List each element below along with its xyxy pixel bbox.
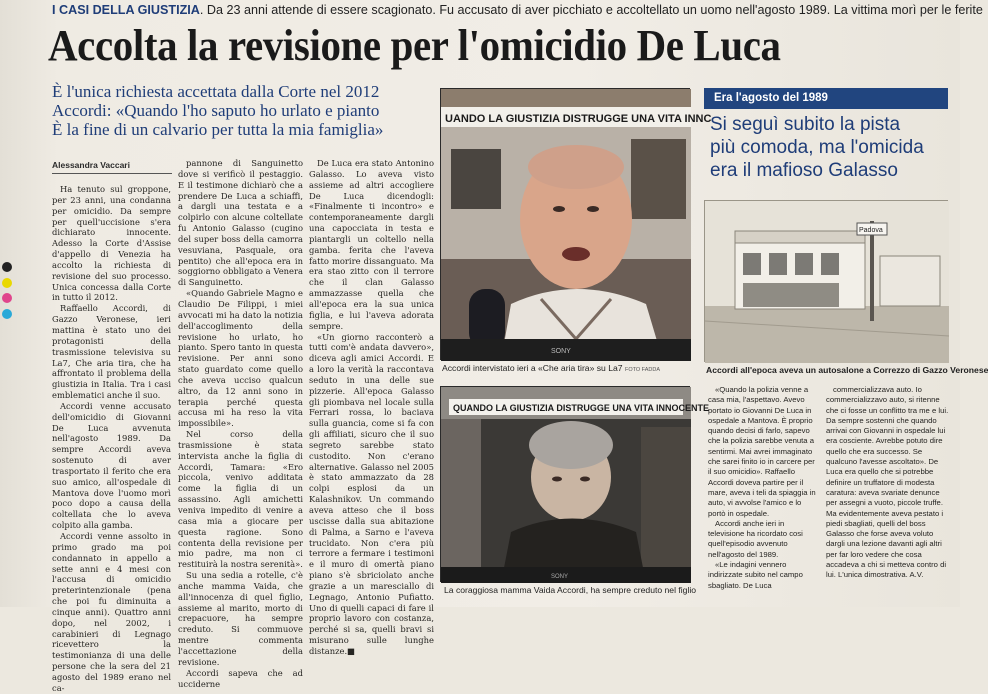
article-column-2 bbox=[178, 158, 303, 689]
deck-subheadline bbox=[52, 82, 432, 139]
photo2-caption: La coraggiosa mamma Vaida Accordi, ha sempre creduto nel figlio bbox=[444, 585, 697, 595]
sidebar-title-line: era il mafioso Galasso bbox=[710, 160, 898, 181]
sidebar-title-line: Si seguì subito la pista bbox=[710, 114, 901, 135]
photo-building-illustration bbox=[705, 201, 949, 363]
photo-mother-vaida bbox=[440, 386, 709, 582]
photo-accordi-interview bbox=[440, 88, 712, 360]
kicker-text: . Da 23 anni attende di essere scagionato. Fu accusato di aver picchiato e accoltellato un uomo nell'agosto 1989. La vittima morì per le ferite bbox=[199, 3, 983, 17]
sidebar-header: Era l'agosto del 1989 bbox=[704, 88, 948, 109]
article-paragraph: pannone di Sanguinetto dove si verificò il pestaggio. E il testimone dichiarò che a prendere De Luca a schiaffi, a dargli una testata e a colpirlo con alcune coltellate fu Antonio Galasso (cugino del super boss della camorra vesuviana, Pasquale, ora pentito) che all'epoca era in soggiorno obbligato a Venera di Sanguinetto. bbox=[178, 158, 303, 288]
sidebar-column-1 bbox=[708, 385, 820, 590]
byline: Alessandra Vaccari bbox=[52, 160, 130, 170]
article-paragraph: «Quando Gabriele Magno e Claudio De Filippi, i miei avvocati mi ha dato la notizia dell'accoglimento della revisione ho urlato, ho pianto. Spero tanto in questa revisione. Per anni sono stato guardato come quello che aveva ucciso qualcun altro, da 12 anni sono in terapia perché questa accusa mi ha reso la vita impossibile». bbox=[178, 288, 303, 429]
photo-autosalone bbox=[704, 200, 948, 362]
print-registration-dot bbox=[2, 309, 12, 319]
article-paragraph: De Luca era stato Antonino Galasso. Lo aveva visto assieme ad altri accogliere De Luca dicendogli: «Finalmente ti incontro» e contemporaneamente dargli una capocciata in testa e piantargli un coltello nella gamba. ferita che l'aveva fatto morire dissanguato. Ma era stao zitto con il terrore che il clan Galasso ammazzasse quella che all'epoca era la sua unica figlia, e lui l'aveva adorata sempre. bbox=[309, 158, 434, 331]
photo3-caption: Accordi all'epoca aveva un autosalone a Correzzo di Gazzo Veronese bbox=[706, 365, 988, 375]
article-paragraph: Ha tenuto sul groppone, per 23 anni, una condanna per omicidio. Da sempre per quell'uccisione s'era dichiarato innocente. Adesso la Corte d'Assise d'appello di Venezia ha accolto la richiesta di revisione del suo processo. Unica concessa dalla Corte in tutto il 2012. bbox=[52, 184, 171, 303]
deck-line: Accordi: «Quando l'ho saputo ho urlato e pianto bbox=[52, 101, 380, 120]
photo-mother-illustration bbox=[441, 387, 709, 583]
article-column-3 bbox=[309, 158, 434, 656]
sidebar-title bbox=[710, 113, 950, 182]
article-paragraph: Accordi venne assolto in primo grado ma poi condannato in appello a sette anni e 4 mesi con l'accusa di omicidio preterintenzionale (pena che poi fu diminuita a cinque anni). Quattro anni dopo, nel 2002, i carabinieri di Legnago ricevettero la testimonianza di una delle persone che la sera del 21 agosto del 1989 erano nel ca- bbox=[52, 531, 171, 693]
photo1-banner-text: UANDO LA GIUSTIZIA DISTRUGGE UNA VITA INNC bbox=[445, 113, 712, 125]
sidebar-paragraph: «Quando la polizia venne a casa mia, l'aspettavo. Avevo portato io Giovanni De Luca in ospedale a Mantova. È proprio quando decisi di farlo, sapevo che la polizia sarebbe venuta a sentirmi. Mai avrei immaginato che sarei finito io in carcere per il suo omicidio». Raffaello Accordi doveva partire per il mare, aveva i teli da spiaggia in auto, vi avvolse l'amico e lo portò in ospedale. bbox=[708, 385, 816, 518]
photo2-banner-text: QUANDO LA GIUSTIZIA DISTRUGGE UNA VITA INNOCENTE bbox=[453, 403, 709, 413]
sidebar-paragraph: commercializzava auto. Io commercializzavo auto, si ritenne che ci fosse un conflitto tra me e lui. Da sempre sostenni che quando arrivai con Giovanni in ospedale lui era cosciente. Avrebbe potuto dire quello che era successo. Se qualcuno l'avesse ascoltato». De Luca era quello che si potrebbe definire un truffatore di modesta caratura: aveva svariate denunce per assegni a vuoto, piccole truffe. Ma evidentemente aveva pestato i piedi sbagliati, quelli del boss Galasso che forse aveva voluto dargli una lezione davanti agli altri per far loro vedere che cosa accadeva a chi si metteva contro di lui. L'unica dimostrativa. A.V. bbox=[826, 385, 949, 580]
sidebar-title-line: più comoda, ma l'omicida bbox=[710, 137, 924, 158]
print-registration-dot bbox=[2, 278, 12, 288]
photo-accordi-illustration bbox=[441, 89, 712, 361]
article-paragraph: Nel corso della trasmissione è stata intervista anche la figlia di Accordi, Tamara: «Ero piccola, venivo additata come la figlia di un assassino. Agli amichetti veniva impedito di venire a casa mia a giocare per questa ragione. Sono contenta della revisione per mio padre, ma non ci restituirà la nostra serenità». bbox=[178, 429, 303, 570]
headline: Accolta la revisione per l'omicidio De Luca bbox=[48, 21, 781, 70]
photo1-caption bbox=[442, 363, 660, 373]
byline-rule bbox=[52, 173, 172, 174]
deck-line: È l'unica richiesta accettata dalla Corte nel 2012 bbox=[52, 82, 380, 101]
article-paragraph: «Un giorno racconterò a tutti com'è andata davvero», diceva agli amici Accordi. E a loro la verità la raccontava seduto in una delle sue pizzerie. All'epoca Galasso gli piombava nel locale sulla Ferrari rossa, lo baciava sulla guancia, come si fa con gli affiliati, sicuro che il suo segreto sarebbe stato custodito. Non c'erano alternative. Galasso nel 2005 è stato ammazzato da 28 colpi esplosi da un Kalashnikov. Un commando aveva atteso che il boss uscisse dalla sua abitazione di Palma, a Sarno e l'aveva trucidato. Non c'era più terrore a fermare i testimoni e il muro di omertà piano piano s'è sbriciolato anche grazie a un maresciallo di Legnago, Antonio Pufiatto. Uno di quelli capaci di fare il proprio lavoro con costanza, perché si sa, quelli bravi si misurano sulle lunghe distanze.■ bbox=[309, 331, 434, 656]
photo2-brand: SONY bbox=[551, 574, 569, 580]
photo1-brand: SONY bbox=[551, 348, 571, 355]
photo1-credit: FOTO FADDA bbox=[624, 367, 660, 373]
photo3-sign: Padova bbox=[859, 227, 883, 234]
article-paragraph: Su una sedia a rotelle, c'è anche mamma Vaida, che all'innocenza di quel figlio, assieme al marito, morto di crepacuore, ha sempre creduto. Si commuove mentre commenta l'accettazione della revisione. bbox=[178, 570, 303, 667]
sidebar-column-2 bbox=[826, 385, 950, 583]
deck-line: È la fine di un calvario per tutta la mia famiglia» bbox=[52, 120, 384, 139]
article-paragraph: Accordi sapeva che ad ucciderne bbox=[178, 667, 303, 689]
kicker-label: I CASI DELLA GIUSTIZIA bbox=[52, 3, 200, 17]
photo1-caption-text: Accordi intervistato ieri a «Che aria tira» su La7 bbox=[442, 363, 623, 373]
article-paragraph: Raffaello Accordi, di Gazzo Veronese, ieri mattina è stato uno dei protagonisti della trasmissione televisiva su La7, Che aria tira, che ha affrontato il problema della giustizia in Italia. Tra i casi emblematici anche il suo. bbox=[52, 303, 171, 401]
print-registration-dot bbox=[2, 262, 12, 272]
print-registration-dot bbox=[2, 293, 12, 303]
sidebar-paragraph: Accordi anche ieri in televisione ha ricordato cosi quell'episodio avvenuto nell'agosto del 1989. bbox=[708, 518, 803, 559]
article-paragraph: Accordi venne accusato dell'omicidio di Giovanni De Luca avvenuta nell'agosto 1989. Da sempre Accordi aveva sostenuto di aver trasportato il ferito che era suo amico, all'ospedale di Mantova dove l'uomo morì poco dopo a causa della coltellata che lo aveva colpito alla gamba. bbox=[52, 400, 171, 531]
article-column-1 bbox=[52, 184, 171, 693]
sidebar-paragraph: «Le indagini vennero indirizzate subito nel campo sbagliato. De Luca bbox=[708, 560, 803, 590]
kicker-line bbox=[52, 3, 983, 21]
